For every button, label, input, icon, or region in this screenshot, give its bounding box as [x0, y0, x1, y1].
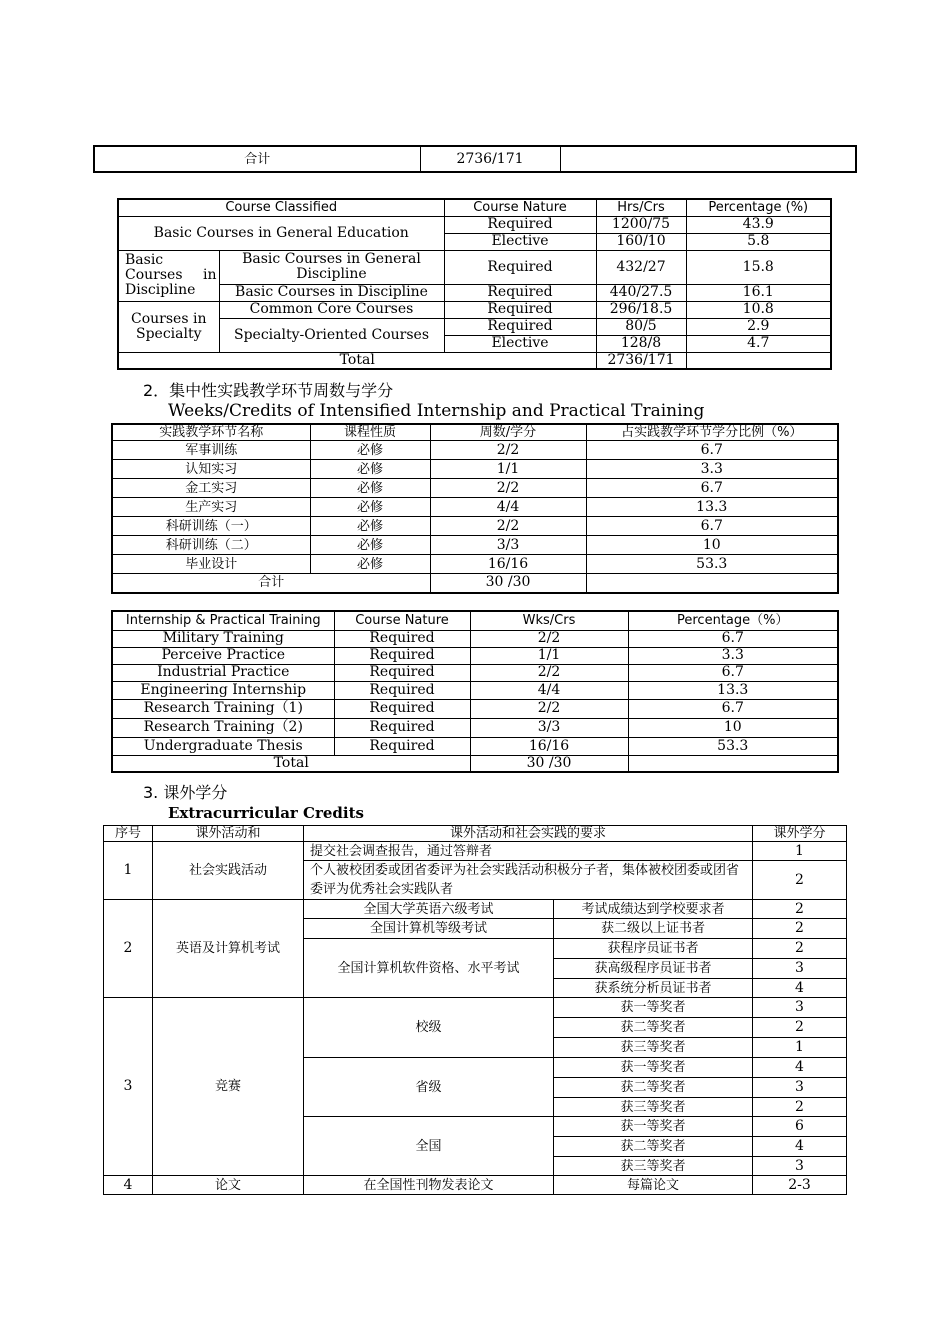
cell-nature: Elective — [444, 233, 596, 250]
top-total-value: 2736/171 — [420, 146, 560, 172]
competition-level: 省级 — [304, 1058, 554, 1117]
cell-name: Common Core Courses — [219, 301, 444, 318]
section3-title-cn: 3. 课外学分 — [143, 783, 228, 802]
cell-wc: 1/1 — [430, 460, 586, 479]
credit: 1 — [753, 842, 847, 861]
cell-wc: 2/2 — [470, 664, 628, 681]
activity-name: 英语及计算机考试 — [153, 900, 304, 998]
condition: 获二级以上证书者 — [554, 919, 753, 939]
total-extra — [686, 352, 831, 369]
total-label: 合计 — [112, 574, 430, 593]
cell-nature: 必修 — [310, 498, 430, 517]
credit: 3 — [753, 998, 847, 1018]
credit: 2 — [753, 861, 847, 900]
cell-nature: Required — [334, 647, 470, 664]
cell-name: Industrial Practice — [112, 664, 334, 681]
activity-name: 竞赛 — [153, 998, 304, 1176]
credit: 2 — [753, 939, 847, 959]
header-percentage: Percentage (%) — [686, 199, 831, 216]
cell-pct: 6.7 — [586, 517, 838, 536]
credit: 6 — [753, 1117, 847, 1137]
cell-nature: Required — [444, 318, 596, 335]
cell-pct: 16.1 — [686, 284, 831, 301]
cell-name: 科研训练（一） — [112, 517, 310, 536]
header-credits: 课外学分 — [753, 826, 847, 842]
cell-pct: 4.7 — [686, 335, 831, 352]
course-classification-table — [117, 198, 832, 370]
cell-nature: Required — [334, 681, 470, 699]
total-extra — [586, 574, 838, 593]
prize: 获二等奖者 — [554, 1018, 753, 1038]
practice-cn-table — [111, 423, 839, 594]
credit: 3 — [753, 959, 847, 979]
cell-wc: 2/2 — [470, 630, 628, 647]
specialty-group-label: Courses in Specialty — [118, 301, 219, 352]
cell-hrs: 80/5 — [596, 318, 686, 335]
credit: 1 — [753, 1038, 847, 1058]
prize: 获一等奖者 — [554, 998, 753, 1018]
prize: 获二等奖者 — [554, 1078, 753, 1098]
credit: 2 — [753, 900, 847, 919]
header-percentage: Percentage（%） — [628, 611, 838, 630]
requirement: 提交社会调查报告，通过答辩者 — [304, 842, 753, 861]
cell-name: Perceive Practice — [112, 647, 334, 664]
condition: 获高级程序员证书者 — [554, 959, 753, 979]
requirement: 个人被校团委或团省委评为社会实践活动积极分子者，集体被校团委或团省委评为优秀社会实践队者 — [304, 861, 753, 900]
condition: 每篇论文 — [554, 1176, 753, 1195]
cell-wc: 4/4 — [430, 498, 586, 517]
cell-nature: 必修 — [310, 517, 430, 536]
header-practice-name: 实践教学环节名称 — [112, 424, 310, 441]
cell-nature: 必修 — [310, 441, 430, 460]
cell-pct: 43.9 — [686, 216, 831, 233]
cell-nature: Required — [334, 699, 470, 718]
cell-nature: Required — [334, 630, 470, 647]
total-value: 30 /30 — [430, 574, 586, 593]
prize: 获三等奖者 — [554, 1157, 753, 1176]
header-hrs-crs: Hrs/Crs — [596, 199, 686, 216]
prize: 获一等奖者 — [554, 1117, 753, 1137]
cell-pct: 6.7 — [586, 479, 838, 498]
cell-name: Undergraduate Thesis — [112, 737, 334, 755]
cell-pct: 3.3 — [586, 460, 838, 479]
cell-wc: 4/4 — [470, 681, 628, 699]
header-course-classified: Course Classified — [118, 199, 444, 216]
credit: 2 — [753, 919, 847, 939]
condition: 获系统分析员证书者 — [554, 979, 753, 998]
general-education-label: Basic Courses in General Education — [118, 216, 444, 250]
header-requirements: 课外活动和社会实践的要求 — [304, 826, 753, 842]
row-number: 1 — [104, 842, 153, 900]
section2-title-en: Weeks/Credits of Intensified Internship and Practical Training — [168, 401, 705, 421]
cell-wc: 16/16 — [470, 737, 628, 755]
table-row — [112, 664, 838, 681]
cell-pct: 10.8 — [686, 301, 831, 318]
cell-nature: Required — [444, 301, 596, 318]
cell-name: Research Training（2) — [112, 718, 334, 737]
credit: 2-3 — [753, 1176, 847, 1195]
cell-wc: 1/1 — [470, 647, 628, 664]
exam-name: 全国计算机等级考试 — [304, 919, 554, 939]
cell-hrs: 440/27.5 — [596, 284, 686, 301]
cell-name: Military Training — [112, 630, 334, 647]
cell-nature: Required — [334, 737, 470, 755]
cell-wc: 2/2 — [430, 517, 586, 536]
cell-name: 毕业设计 — [112, 555, 310, 574]
cell-pct: 13.3 — [586, 498, 838, 517]
cell-pct: 13.3 — [628, 681, 838, 699]
cell-pct: 15.8 — [686, 250, 831, 284]
credit: 2 — [753, 1018, 847, 1038]
table-row — [112, 536, 838, 555]
credit: 2 — [753, 1098, 847, 1117]
table-row — [112, 517, 838, 536]
cell-name: Engineering Internship — [112, 681, 334, 699]
cell-wc: 3/3 — [470, 718, 628, 737]
table-row — [112, 630, 838, 647]
cell-nature: 必修 — [310, 460, 430, 479]
cell-pct: 2.9 — [686, 318, 831, 335]
extracurricular-table — [103, 825, 847, 1195]
cell-hrs: 1200/75 — [596, 216, 686, 233]
cell-wc: 3/3 — [430, 536, 586, 555]
cell-wc: 2/2 — [430, 441, 586, 460]
header-activity: 课外活动和 — [153, 826, 304, 842]
cell-name: 认知实习 — [112, 460, 310, 479]
cell-name: Basic Courses in Discipline — [219, 284, 444, 301]
specialty-oriented-label: Specialty-Oriented Courses — [219, 318, 444, 352]
table-row — [112, 681, 838, 699]
cell-pct: 53.3 — [628, 737, 838, 755]
total-extra — [628, 755, 838, 772]
cell-name: 科研训练（二） — [112, 536, 310, 555]
total-value: 2736/171 — [596, 352, 686, 369]
prize: 获三等奖者 — [554, 1038, 753, 1058]
header-nature: 课程性质 — [310, 424, 430, 441]
credit: 4 — [753, 979, 847, 998]
cell-nature: 必修 — [310, 555, 430, 574]
cell-pct: 10 — [586, 536, 838, 555]
condition: 考试成绩达到学校要求者 — [554, 900, 753, 919]
header-course-nature: Course Nature — [444, 199, 596, 216]
cell-pct: 10 — [628, 718, 838, 737]
cell-pct: 6.7 — [628, 630, 838, 647]
cell-nature: Required — [334, 718, 470, 737]
header-weeks-credits: 周数/学分 — [430, 424, 586, 441]
cell-pct: 53.3 — [586, 555, 838, 574]
cell-name: 军事训练 — [112, 441, 310, 460]
exam-name: 全国大学英语六级考试 — [304, 900, 554, 919]
total-label: Total — [118, 352, 596, 369]
discipline-group-label: Basic Courses in Discipline — [118, 250, 219, 301]
total-value: 30 /30 — [470, 755, 628, 772]
cell-pct: 3.3 — [628, 647, 838, 664]
competition-level: 全国 — [304, 1117, 554, 1176]
cell-name: 金工实习 — [112, 479, 310, 498]
top-total-extra — [560, 146, 856, 172]
cell-hrs: 160/10 — [596, 233, 686, 250]
competition-level: 校级 — [304, 998, 554, 1058]
cell-hrs: 128/8 — [596, 335, 686, 352]
prize: 获三等奖者 — [554, 1098, 753, 1117]
cell-nature: 必修 — [310, 536, 430, 555]
cell-wc: 2/2 — [470, 699, 628, 718]
table-row — [112, 647, 838, 664]
cell-name: Research Training（1) — [112, 699, 334, 718]
cell-nature: Required — [334, 664, 470, 681]
table-row — [112, 555, 838, 574]
cell-nature: Required — [444, 250, 596, 284]
top-total-label: 合计 — [94, 146, 420, 172]
header-wks-crs: Wks/Crs — [470, 611, 628, 630]
section2-title-cn: 2．集中性实践教学环节周数与学分 — [143, 381, 394, 400]
table-row — [112, 718, 838, 737]
cell-pct: 5.8 — [686, 233, 831, 250]
cell-hrs: 296/18.5 — [596, 301, 686, 318]
table-row — [112, 498, 838, 517]
cell-name: 生产实习 — [112, 498, 310, 517]
header-no: 序号 — [104, 826, 153, 842]
credit: 4 — [753, 1137, 847, 1157]
header-internship: Internship & Practical Training — [112, 611, 334, 630]
table-row — [112, 737, 838, 755]
total-label: Total — [112, 755, 470, 772]
condition: 获程序员证书者 — [554, 939, 753, 959]
prize: 获一等奖者 — [554, 1058, 753, 1078]
cell-name: Basic Courses in General Discipline — [219, 250, 444, 284]
row-number: 4 — [104, 1176, 153, 1195]
cell-hrs: 432/27 — [596, 250, 686, 284]
credit: 3 — [753, 1078, 847, 1098]
table-row — [112, 479, 838, 498]
practice-en-table — [111, 610, 839, 773]
cell-nature: Required — [444, 284, 596, 301]
section3-title-en: Extracurricular Credits — [168, 804, 364, 822]
exam-name: 全国计算机软件资格、水平考试 — [304, 939, 554, 998]
cell-pct: 6.7 — [628, 699, 838, 718]
cell-nature: Elective — [444, 335, 596, 352]
requirement: 在全国性刊物发表论文 — [304, 1176, 554, 1195]
header-ratio: 占实践教学环节学分比例（%） — [586, 424, 838, 441]
activity-name: 社会实践活动 — [153, 842, 304, 900]
credit: 3 — [753, 1157, 847, 1176]
row-number: 2 — [104, 900, 153, 998]
cell-wc: 16/16 — [430, 555, 586, 574]
top-total-table — [93, 145, 857, 173]
cell-wc: 2/2 — [430, 479, 586, 498]
prize: 获二等奖者 — [554, 1137, 753, 1157]
cell-nature: Required — [444, 216, 596, 233]
activity-name: 论文 — [153, 1176, 304, 1195]
cell-pct: 6.7 — [628, 664, 838, 681]
table-row — [112, 460, 838, 479]
row-number: 3 — [104, 998, 153, 1176]
header-nature: Course Nature — [334, 611, 470, 630]
table-row — [112, 441, 838, 460]
table-row — [112, 699, 838, 718]
cell-nature: 必修 — [310, 479, 430, 498]
credit: 4 — [753, 1058, 847, 1078]
cell-pct: 6.7 — [586, 441, 838, 460]
